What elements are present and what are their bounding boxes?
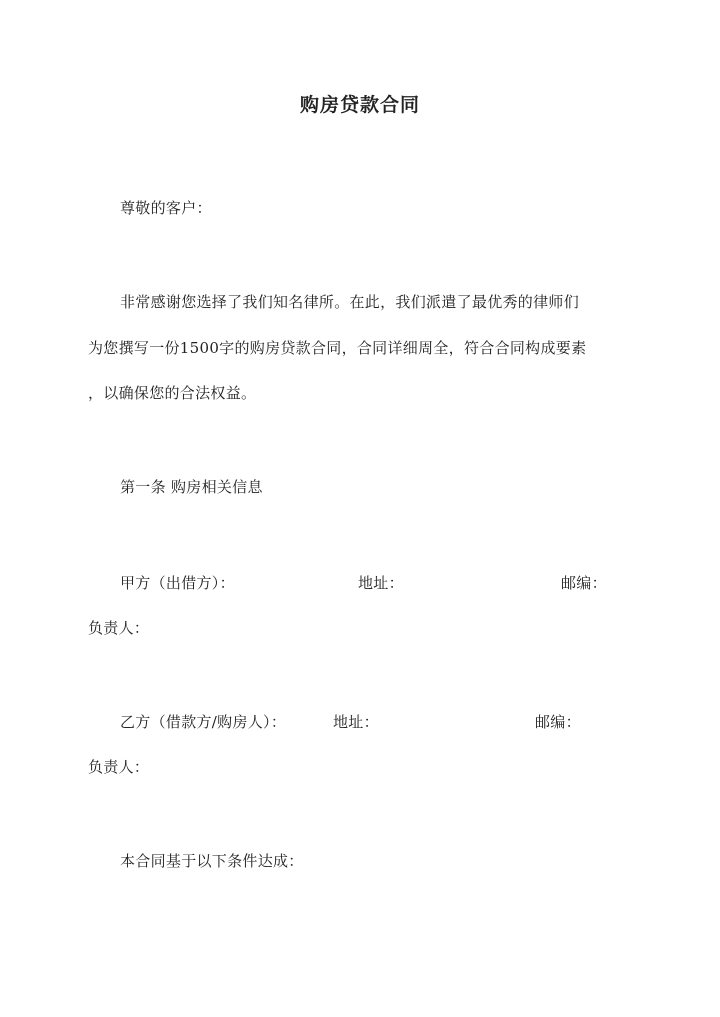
conditions-intro: 本合同基于以下条件达成： (120, 852, 304, 870)
intro-line-2: 为您撰写一份1500字的购房贷款合同，合同详细周全，符合合同构成要素 (88, 339, 587, 357)
party-b-postcode-label: 邮编： (535, 713, 581, 731)
intro-line-3: ，以确保您的合法权益。 (88, 384, 257, 402)
party-b-label: 乙方（借款方/购房人）： (120, 713, 287, 731)
party-a-postcode-label: 邮编： (561, 574, 607, 592)
party-b-address-label: 地址： (333, 713, 379, 731)
greeting: 尊敬的客户： (120, 199, 212, 217)
party-a-address-label: 地址： (358, 574, 404, 592)
party-a-label: 甲方（出借方）： (120, 574, 235, 592)
intro-line-1: 非常感谢您选择了我们知名律所。在此，我们派遣了最优秀的律师们 (120, 293, 580, 311)
article-1-heading: 第一条 购房相关信息 (120, 478, 263, 496)
party-b-person-label: 负责人： (88, 758, 150, 776)
document-title: 购房贷款合同 (299, 94, 420, 116)
party-a-person-label: 负责人： (88, 619, 150, 637)
